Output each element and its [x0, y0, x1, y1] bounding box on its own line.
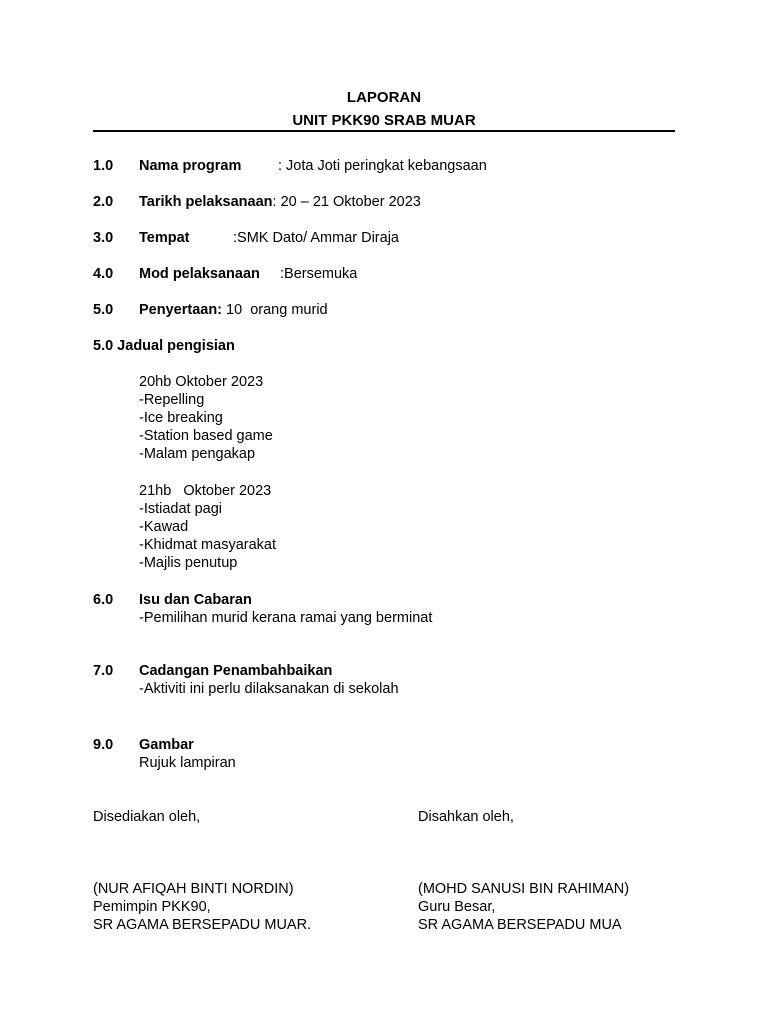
section-label: Tarikh pelaksanaan — [139, 194, 273, 210]
section-value: :Bersemuka — [280, 266, 358, 282]
section-number: 6.0 — [93, 592, 114, 608]
section-label: Nama program — [139, 158, 242, 174]
schedule-item: -Kawad — [139, 519, 189, 535]
report-subtitle: UNIT PKK90 SRAB MUAR — [292, 112, 476, 129]
schedule-item: -Majlis penutup — [139, 555, 238, 571]
signature-caption: Disahkan oleh, — [418, 809, 514, 825]
section-label: Gambar — [139, 737, 194, 753]
signature-org: SR AGAMA BERSEPADU MUAR. — [93, 917, 312, 933]
section-label: Isu dan Cabaran — [139, 592, 252, 608]
section-label: Penyertaan: — [139, 302, 223, 318]
schedule-item: -Repelling — [139, 392, 205, 408]
section-value: -Pemilihan murid kerana ramai yang berminat — [139, 610, 433, 626]
section-number: 3.0 — [93, 230, 114, 246]
section-label: Tempat — [139, 230, 190, 246]
schedule-item: -Ice breaking — [139, 410, 223, 426]
section-number: 7.0 — [93, 663, 114, 679]
signature-caption: Disediakan oleh, — [93, 809, 201, 825]
schedule-item: -Istiadat pagi — [139, 501, 223, 517]
signature-position: Pemimpin PKK90, — [93, 899, 211, 915]
section-label: Cadangan Penambahbaikan — [139, 663, 333, 679]
section-value: Rujuk lampiran — [139, 755, 236, 771]
report-title: LAPORAN — [346, 89, 422, 106]
section-value: : Jota Joti peringkat kebangsaan — [278, 158, 487, 174]
signature-name: (MOHD SANUSI BIN RAHIMAN) — [418, 881, 630, 897]
schedule-heading: 5.0 Jadual pengisian — [93, 338, 235, 354]
section-value: -Aktiviti ini perlu dilaksanakan di sekolah — [139, 681, 399, 697]
schedule-date: 20hb Oktober 2023 — [139, 374, 264, 390]
section-value: 10 orang murid — [222, 302, 328, 318]
section-number: 1.0 — [93, 158, 114, 174]
section-value: :SMK Dato/ Ammar Diraja — [233, 230, 399, 246]
section-number: 4.0 — [93, 266, 114, 282]
section-value: : 20 – 21 Oktober 2023 — [272, 194, 421, 210]
signature-position: Guru Besar, — [418, 899, 496, 915]
schedule-date: 21hb Oktober 2023 — [139, 483, 272, 499]
section-label: Mod pelaksanaan — [139, 266, 260, 282]
header-divider — [93, 130, 675, 132]
signature-org: SR AGAMA BERSEPADU MUA — [418, 917, 622, 933]
section-label-value — [139, 193, 421, 211]
schedule-item: -Station based game — [139, 428, 273, 444]
section-number: 5.0 — [93, 302, 114, 318]
section-number: 9.0 — [93, 737, 114, 753]
schedule-item: -Malam pengakap — [139, 446, 256, 462]
schedule-item: -Khidmat masyarakat — [139, 537, 276, 553]
section-number: 2.0 — [93, 194, 114, 210]
signature-name: (NUR AFIQAH BINTI NORDIN) — [93, 881, 294, 897]
section-label-value — [139, 301, 328, 319]
